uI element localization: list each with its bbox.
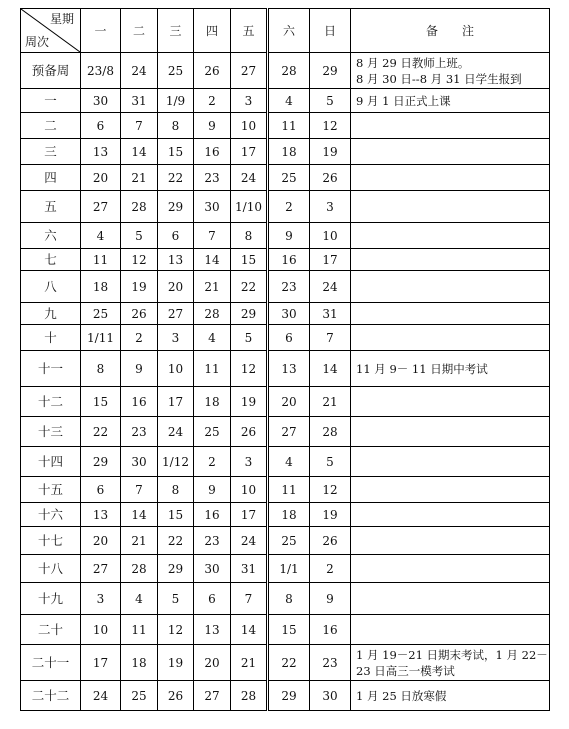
week-label: 十 [21,325,81,351]
date-cell: 13 [268,351,310,387]
date-cell: 26 [194,53,231,89]
date-cell: 22 [158,165,194,191]
date-cell: 12 [158,615,194,645]
date-cell: 23 [310,645,351,681]
date-cell: 10 [231,477,268,503]
date-cell: 26 [121,303,158,325]
date-cell: 23/8 [81,53,121,89]
date-cell: 28 [231,681,268,711]
week-label: 五 [21,191,81,223]
date-cell: 10 [81,615,121,645]
week-row [21,615,550,645]
note-cell [351,645,550,681]
week-label: 十七 [21,527,81,555]
note-line: 23 日高三一模考试 [356,663,455,678]
date-cell: 15 [81,387,121,417]
note-cell [351,113,550,139]
date-cell: 2 [268,191,310,223]
date-cell: 9 [121,351,158,387]
date-cell: 19 [231,387,268,417]
date-cell: 30 [194,555,231,583]
date-cell: 19 [158,645,194,681]
note-line: 11 月 9－ 11 日期中考试 [356,361,488,376]
week-label: 二十一 [21,645,81,681]
week-row [21,503,550,527]
week-label: 十五 [21,477,81,503]
date-cell: 27 [81,191,121,223]
week-label: 九 [21,303,81,325]
week-label: 八 [21,271,81,303]
date-cell: 7 [121,113,158,139]
date-cell: 7 [194,223,231,249]
date-cell: 6 [81,477,121,503]
note-cell [351,303,550,325]
date-cell: 14 [121,139,158,165]
date-cell: 12 [310,113,351,139]
week-row [21,271,550,303]
date-cell: 10 [231,113,268,139]
note-line: 8 月 29 日教师上班。 [356,55,470,70]
date-cell: 9 [194,113,231,139]
date-cell: 8 [268,583,310,615]
week-label: 十八 [21,555,81,583]
date-cell: 31 [231,555,268,583]
date-cell: 18 [121,645,158,681]
date-cell: 22 [81,417,121,447]
date-cell: 24 [81,681,121,711]
date-cell: 27 [231,53,268,89]
date-cell: 29 [310,53,351,89]
date-cell: 4 [121,583,158,615]
date-cell: 15 [158,503,194,527]
date-cell: 24 [310,271,351,303]
date-cell: 8 [81,351,121,387]
week-row [21,387,550,417]
note-cell [351,325,550,351]
header-day-sun: 日 [310,9,351,53]
date-cell: 8 [231,223,268,249]
date-cell: 14 [121,503,158,527]
date-cell: 24 [231,165,268,191]
date-cell: 2 [194,447,231,477]
date-cell: 5 [121,223,158,249]
date-cell: 31 [310,303,351,325]
note-cell [351,583,550,615]
date-cell: 17 [310,249,351,271]
date-cell: 29 [268,681,310,711]
date-cell: 27 [81,555,121,583]
date-cell: 25 [121,681,158,711]
date-cell: 21 [121,527,158,555]
date-cell: 2 [310,555,351,583]
note-line: 1 月 25 日放寒假 [356,688,447,703]
date-cell: 5 [310,89,351,113]
week-row [21,681,550,711]
date-cell: 26 [158,681,194,711]
date-cell: 1/11 [81,325,121,351]
date-cell: 22 [158,527,194,555]
date-cell: 19 [121,271,158,303]
week-row [21,417,550,447]
date-cell: 3 [231,447,268,477]
date-cell: 2 [194,89,231,113]
date-cell: 1/1 [268,555,310,583]
date-cell: 28 [268,53,310,89]
date-cell: 18 [268,503,310,527]
date-cell: 21 [194,271,231,303]
note-cell [351,681,550,711]
date-cell: 5 [310,447,351,477]
date-cell: 11 [268,477,310,503]
date-cell: 5 [231,325,268,351]
date-cell: 6 [81,113,121,139]
header-notes [351,9,550,53]
date-cell: 27 [268,417,310,447]
date-cell: 12 [231,351,268,387]
date-cell: 16 [194,503,231,527]
date-cell: 2 [121,325,158,351]
date-cell: 14 [231,615,268,645]
date-cell: 29 [158,191,194,223]
date-cell: 20 [268,387,310,417]
date-cell: 18 [194,387,231,417]
week-row [21,527,550,555]
date-cell: 17 [158,387,194,417]
date-cell: 14 [310,351,351,387]
date-cell: 23 [268,271,310,303]
date-cell: 22 [231,271,268,303]
date-cell: 21 [231,645,268,681]
note-line: 9 月 1 日正式上课 [356,93,451,108]
date-cell: 3 [158,325,194,351]
week-label: 十四 [21,447,81,477]
date-cell: 13 [158,249,194,271]
note-cell [351,477,550,503]
note-cell [351,615,550,645]
header-day-tue: 二 [121,9,158,53]
week-row [21,303,550,325]
week-label: 七 [21,249,81,271]
date-cell: 30 [81,89,121,113]
date-cell: 23 [194,165,231,191]
date-cell: 8 [158,113,194,139]
date-cell: 9 [194,477,231,503]
date-cell: 19 [310,503,351,527]
date-cell: 23 [121,417,158,447]
header-day-thu: 四 [194,9,231,53]
date-cell: 11 [194,351,231,387]
note-cell [351,223,550,249]
week-row [21,113,550,139]
week-label: 六 [21,223,81,249]
note-cell [351,351,550,387]
date-cell: 30 [310,681,351,711]
corner-header-cell [21,9,81,53]
date-cell: 13 [194,615,231,645]
date-cell: 9 [268,223,310,249]
week-label: 十一 [21,351,81,387]
note-line: 1 月 19－21 日期末考试，1 月 22－ [356,647,548,662]
week-label: 二 [21,113,81,139]
date-cell: 30 [194,191,231,223]
week-row [21,325,550,351]
header-row [21,9,550,53]
date-cell: 25 [194,417,231,447]
date-cell: 11 [81,249,121,271]
note-cell [351,447,550,477]
week-label: 十九 [21,583,81,615]
date-cell: 20 [158,271,194,303]
date-cell: 25 [268,527,310,555]
date-cell: 11 [268,113,310,139]
date-cell: 4 [81,223,121,249]
note-cell [351,165,550,191]
week-label: 三 [21,139,81,165]
date-cell: 18 [81,271,121,303]
date-cell: 10 [310,223,351,249]
week-label: 十六 [21,503,81,527]
date-cell: 3 [310,191,351,223]
date-cell: 17 [231,139,268,165]
week-label: 预备周 [21,53,81,89]
date-cell: 5 [158,583,194,615]
date-cell: 3 [231,89,268,113]
note-cell [351,139,550,165]
date-cell: 6 [194,583,231,615]
note-cell [351,249,550,271]
week-label: 二十 [21,615,81,645]
date-cell: 13 [81,503,121,527]
date-cell: 4 [268,89,310,113]
date-cell: 11 [121,615,158,645]
date-cell: 9 [310,583,351,615]
date-cell: 13 [81,139,121,165]
date-cell: 7 [121,477,158,503]
header-notes-char-1: 备 [425,23,438,38]
week-label: 十三 [21,417,81,447]
week-row [21,223,550,249]
date-cell: 15 [231,249,268,271]
date-cell: 18 [268,139,310,165]
date-cell: 26 [231,417,268,447]
date-cell: 28 [121,191,158,223]
date-cell: 15 [268,615,310,645]
date-cell: 27 [158,303,194,325]
date-cell: 17 [231,503,268,527]
note-cell [351,555,550,583]
week-row [21,583,550,615]
date-cell: 4 [194,325,231,351]
date-cell: 29 [231,303,268,325]
week-row [21,165,550,191]
week-label: 一 [21,89,81,113]
note-cell [351,387,550,417]
note-cell [351,191,550,223]
header-day-fri: 五 [231,9,268,53]
date-cell: 20 [194,645,231,681]
date-cell: 25 [158,53,194,89]
date-cell: 26 [310,165,351,191]
note-cell [351,503,550,527]
date-cell: 24 [121,53,158,89]
date-cell: 26 [310,527,351,555]
header-notes-char-2: 注 [462,23,475,38]
corner-label-weekday: 星期 [49,12,74,26]
date-cell: 1/10 [231,191,268,223]
date-cell: 6 [268,325,310,351]
date-cell: 1/12 [158,447,194,477]
date-cell: 20 [81,527,121,555]
week-row [21,249,550,271]
week-row [21,351,550,387]
header-day-sat: 六 [268,9,310,53]
week-row [21,477,550,503]
school-calendar-table [20,8,550,711]
date-cell: 12 [310,477,351,503]
date-cell: 24 [231,527,268,555]
date-cell: 28 [194,303,231,325]
week-row [21,191,550,223]
date-cell: 29 [158,555,194,583]
date-cell: 4 [268,447,310,477]
header-day-mon: 一 [81,9,121,53]
date-cell: 21 [121,165,158,191]
note-cell [351,53,550,89]
date-cell: 16 [310,615,351,645]
date-cell: 22 [268,645,310,681]
note-cell [351,417,550,447]
date-cell: 6 [158,223,194,249]
date-cell: 1/9 [158,89,194,113]
date-cell: 17 [81,645,121,681]
date-cell: 29 [81,447,121,477]
date-cell: 14 [194,249,231,271]
date-cell: 16 [121,387,158,417]
week-label: 四 [21,165,81,191]
week-row [21,139,550,165]
week-row [21,447,550,477]
date-cell: 10 [158,351,194,387]
date-cell: 12 [121,249,158,271]
week-row [21,89,550,113]
week-row [21,645,550,681]
date-cell: 3 [81,583,121,615]
week-row [21,555,550,583]
note-cell [351,89,550,113]
date-cell: 7 [310,325,351,351]
date-cell: 27 [194,681,231,711]
note-line: 8 月 30 日--8 月 31 日学生报到 [356,71,522,86]
week-row [21,53,550,89]
corner-label-week: 周次 [25,35,50,49]
date-cell: 30 [121,447,158,477]
date-cell: 30 [268,303,310,325]
date-cell: 28 [310,417,351,447]
date-cell: 7 [231,583,268,615]
date-cell: 25 [268,165,310,191]
date-cell: 28 [121,555,158,583]
header-day-wed: 三 [158,9,194,53]
date-cell: 23 [194,527,231,555]
date-cell: 16 [194,139,231,165]
week-label: 十二 [21,387,81,417]
date-cell: 15 [158,139,194,165]
date-cell: 19 [310,139,351,165]
note-cell [351,271,550,303]
date-cell: 20 [81,165,121,191]
date-cell: 31 [121,89,158,113]
date-cell: 16 [268,249,310,271]
date-cell: 8 [158,477,194,503]
date-cell: 25 [81,303,121,325]
date-cell: 24 [158,417,194,447]
date-cell: 21 [310,387,351,417]
week-label: 二十二 [21,681,81,711]
note-cell [351,527,550,555]
